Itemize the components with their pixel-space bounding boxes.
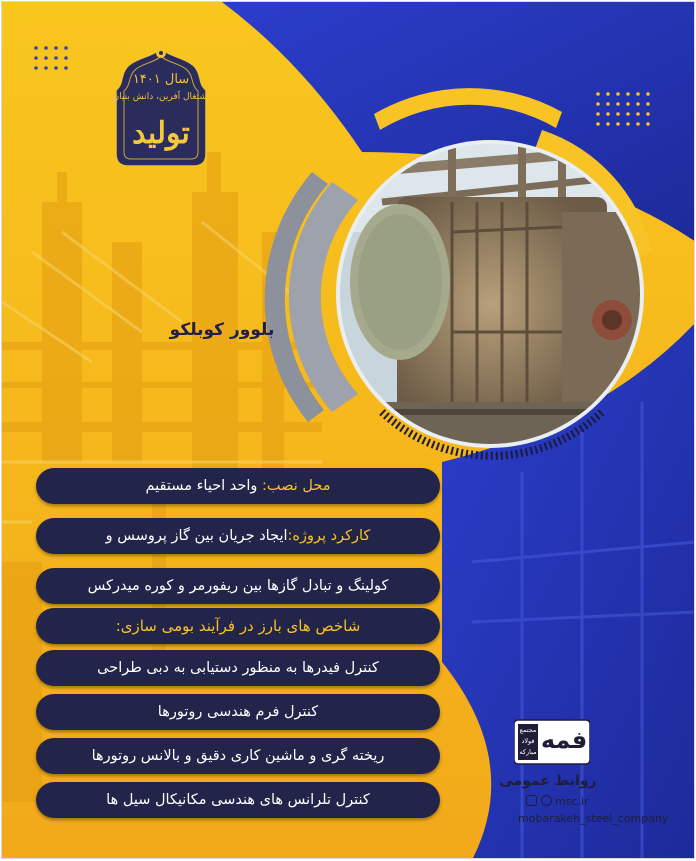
machine-title: بلوور کوبلکو bbox=[169, 320, 275, 340]
public-relations-label: روابط عمومی bbox=[499, 773, 597, 789]
row-key-indicators-heading: شاخص های بارز در فرآیند بومی سازی: bbox=[36, 608, 440, 644]
year-emblem bbox=[102, 44, 220, 172]
row-project-function-cont: کولینگ و تبادل گازها بین ریفورمر و کوره میدرکس bbox=[36, 568, 440, 604]
row-project-function bbox=[36, 518, 440, 554]
row-indicator-1: کنترل فیدرها به منظور دستیابی به دبی طراحی bbox=[36, 650, 440, 686]
emblem-slogan: اشتغال آفرین، دانش بنیان bbox=[112, 92, 210, 102]
row-value: واحد احیاء مستقیم bbox=[145, 478, 263, 494]
logo-side-text-3: مبارکه bbox=[519, 748, 537, 756]
globe-icon bbox=[541, 795, 552, 806]
row-label: کارکرد پروژه: bbox=[287, 528, 371, 544]
row-installation-place bbox=[36, 468, 440, 504]
row-indicator-4: کنترل تلرانس های هندسی مکانیکال سیل ها bbox=[36, 782, 440, 818]
logo-side-text-1: مجتمع bbox=[519, 726, 537, 734]
row-label: محل نصب: bbox=[262, 478, 331, 494]
row-indicator-3: ریخته گری و ماشین کاری دقیق و بالانس روتورها bbox=[36, 738, 440, 774]
website-text: msc.ir bbox=[555, 795, 589, 808]
emblem-year: سال ۱۴۰۱ bbox=[132, 72, 190, 87]
logo-side-text bbox=[518, 725, 538, 758]
instagram-icon bbox=[526, 795, 537, 806]
logo-side-text-2: فولاد bbox=[521, 737, 535, 745]
row-value: ایجاد جریان بین گاز پروسس و bbox=[105, 528, 288, 544]
emblem-word: تولید bbox=[132, 116, 190, 151]
emblem-frame bbox=[102, 44, 220, 172]
logo-mark: فمه bbox=[540, 726, 588, 754]
social-handle: mobarakeh_steel_company bbox=[518, 812, 669, 825]
row-indicator-2: کنترل فرم هندسی روتورها bbox=[36, 694, 440, 730]
poster bbox=[1, 1, 695, 859]
company-logo bbox=[514, 718, 590, 766]
website-line bbox=[526, 795, 589, 808]
